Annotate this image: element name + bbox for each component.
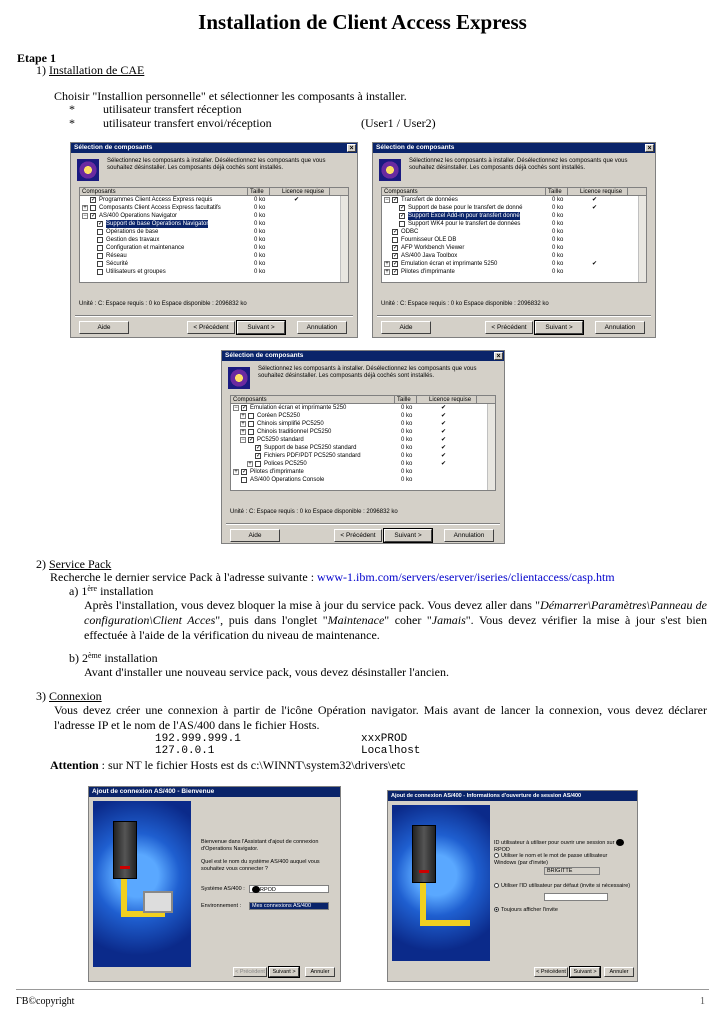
step2a-path: Démarrer\Paramètres\Panneau de configuration\Client Acces bbox=[84, 598, 707, 627]
previous-button[interactable]: < Précédent bbox=[187, 321, 235, 334]
system-name-input[interactable] bbox=[249, 885, 329, 893]
disk-space-info: Unité : C: Espace requis : 0 ko Espace disponible : 2096832 ko bbox=[79, 301, 247, 307]
redaction-mark bbox=[252, 886, 260, 893]
component-size: 0 ko bbox=[552, 269, 564, 275]
column-components: Composants bbox=[80, 188, 248, 196]
dialog-title-bar bbox=[71, 143, 357, 153]
component-checkbox[interactable]: ✓ bbox=[256, 453, 262, 459]
dialog-title-bar bbox=[222, 351, 504, 361]
wizard-illustration bbox=[392, 805, 490, 961]
component-row[interactable] bbox=[382, 252, 646, 260]
component-name: AS/400 Operations Navigator bbox=[99, 213, 178, 219]
step2a-text bbox=[84, 598, 707, 643]
bullet-mark: * bbox=[69, 116, 75, 130]
collapse-icon[interactable]: − bbox=[241, 437, 245, 443]
wizard-title: Ajout de connexion AS/400 - Bienvenue bbox=[92, 788, 215, 795]
step1-number: 1) bbox=[36, 63, 46, 77]
component-checkbox[interactable] bbox=[97, 245, 103, 251]
step2a-text-part: Après l'installation, vous devez bloquer la mise à jour du service pack. Vous devez aller dans " bbox=[84, 598, 541, 612]
component-checkbox[interactable]: ✓ bbox=[256, 445, 262, 451]
license-check-icon: ✔ bbox=[441, 453, 447, 459]
component-name: Support de base PC5250 standard bbox=[264, 445, 357, 451]
column-components: Composants bbox=[382, 188, 546, 196]
step2b-text: Avant d'installer une nouveau service pack, vous devez désinstaller l'ancien. bbox=[84, 665, 449, 679]
component-checkbox[interactable]: ✓ bbox=[400, 205, 406, 211]
signon-prompt-text: ID utilisateur à utiliser pour ouvrir une session sur bbox=[494, 839, 615, 846]
component-row[interactable] bbox=[231, 468, 495, 476]
dialog-divider bbox=[377, 315, 651, 317]
wizard-title-bar bbox=[89, 787, 340, 797]
component-checkbox[interactable]: ✓ bbox=[393, 245, 399, 251]
component-name: Coréen PC5250 bbox=[257, 413, 301, 419]
signon-prompt bbox=[494, 839, 634, 854]
wizard-title: Ajout de connexion AS/400 - Informations d'ouverture de session AS/400 bbox=[391, 793, 582, 799]
component-checkbox[interactable]: ✓ bbox=[393, 253, 399, 259]
step2-title: Service Pack bbox=[49, 557, 112, 571]
license-check-icon: ✔ bbox=[441, 461, 447, 467]
component-size: 0 ko bbox=[254, 237, 266, 243]
step2a-sup: ère bbox=[87, 584, 98, 593]
step2a-text-part: ". Vous devez vérifier la mise à jour s'est bien effectuée à l'aide de la vérification du niveau de maintenance. bbox=[84, 613, 707, 642]
component-checkbox[interactable] bbox=[97, 269, 103, 275]
component-size: 0 ko bbox=[254, 213, 266, 219]
column-size: Taille bbox=[395, 396, 417, 404]
component-name: Opérations de base bbox=[106, 229, 159, 235]
dialog-divider bbox=[226, 523, 500, 525]
step2a-text-part: " coher " bbox=[384, 613, 432, 627]
component-row[interactable] bbox=[382, 220, 646, 228]
bullet-mark: * bbox=[69, 102, 75, 116]
step2b-suffix: installation bbox=[101, 651, 158, 665]
license-check-icon: ✔ bbox=[592, 261, 598, 267]
component-name: Chinois simplifié PC5250 bbox=[257, 421, 324, 427]
license-check-icon: ✔ bbox=[441, 429, 447, 435]
server-icon bbox=[113, 821, 137, 879]
license-check-icon: ✔ bbox=[441, 437, 447, 443]
component-checkbox[interactable]: ✓ bbox=[249, 437, 255, 443]
component-checkbox[interactable] bbox=[255, 461, 261, 467]
expand-icon[interactable]: + bbox=[241, 413, 245, 419]
component-selection-dialog bbox=[70, 142, 358, 338]
component-row[interactable] bbox=[80, 236, 348, 244]
vertical-scrollbar[interactable] bbox=[340, 196, 348, 282]
component-row[interactable] bbox=[80, 228, 348, 236]
option-label: Utiliser le nom et le mot de passe utilisateur Windows (par d'invite) bbox=[494, 853, 608, 866]
component-size: 0 ko bbox=[552, 261, 564, 267]
disk-space-info: Unité : C: Espace requis : 0 ko Espace disponible : 2096832 ko bbox=[381, 301, 549, 307]
cancel-button[interactable]: Annuler bbox=[604, 967, 634, 977]
step2b-heading bbox=[69, 651, 158, 666]
setup-icon bbox=[379, 159, 401, 181]
component-row[interactable] bbox=[231, 476, 495, 484]
component-checkbox[interactable]: ✓ bbox=[242, 469, 248, 475]
dialog-divider bbox=[75, 315, 353, 317]
footer-divider bbox=[16, 989, 709, 990]
column-components: Composants bbox=[231, 396, 395, 404]
component-row[interactable] bbox=[382, 260, 646, 268]
step2-intro bbox=[50, 570, 615, 585]
vertical-scrollbar[interactable] bbox=[638, 196, 646, 282]
component-name: ODBC bbox=[401, 229, 419, 235]
component-size: 0 ko bbox=[552, 205, 564, 211]
radio-always-prompt[interactable] bbox=[494, 907, 499, 912]
component-row[interactable] bbox=[80, 260, 348, 268]
component-checkbox[interactable] bbox=[97, 237, 103, 243]
components-header bbox=[80, 188, 348, 196]
add-connection-welcome-wizard bbox=[88, 786, 341, 982]
environment-label: Environnement : bbox=[201, 903, 242, 909]
component-size: 0 ko bbox=[254, 253, 266, 259]
setup-icon bbox=[228, 367, 250, 389]
help-button[interactable]: Aide bbox=[381, 321, 431, 334]
host-name: Localhost bbox=[361, 745, 421, 757]
component-row[interactable] bbox=[80, 204, 348, 212]
component-row[interactable] bbox=[231, 460, 495, 468]
component-size: 0 ko bbox=[254, 205, 266, 211]
add-connection-signon-wizard bbox=[387, 790, 638, 982]
component-name: Support WK4 pour le transfert de données bbox=[408, 221, 521, 227]
component-row[interactable] bbox=[80, 196, 348, 204]
component-row[interactable] bbox=[382, 244, 646, 252]
cancel-button[interactable]: Annulation bbox=[595, 321, 645, 334]
component-checkbox[interactable] bbox=[248, 421, 254, 427]
component-row[interactable] bbox=[382, 196, 646, 204]
cable-graphic bbox=[121, 879, 127, 913]
component-checkbox[interactable] bbox=[97, 261, 103, 267]
cable-graphic bbox=[420, 883, 426, 923]
cancel-button[interactable]: Annulation bbox=[297, 321, 347, 334]
signon-system: RPOD bbox=[494, 846, 510, 853]
component-row[interactable] bbox=[80, 268, 348, 276]
component-size: 0 ko bbox=[552, 253, 564, 259]
component-row[interactable] bbox=[231, 412, 495, 420]
component-checkbox[interactable] bbox=[248, 413, 254, 419]
step1-title: Installation de CAE bbox=[49, 63, 145, 77]
step1-heading bbox=[36, 63, 144, 78]
component-checkbox[interactable]: ✓ bbox=[393, 261, 399, 267]
step2a-suffix: installation bbox=[97, 584, 154, 598]
component-checkbox[interactable]: ✓ bbox=[393, 229, 399, 235]
component-size: 0 ko bbox=[552, 245, 564, 251]
component-size: 0 ko bbox=[552, 213, 564, 219]
component-name: Programmes Client Access Express requis bbox=[99, 197, 213, 203]
expand-icon[interactable]: + bbox=[234, 469, 238, 475]
component-row[interactable] bbox=[231, 428, 495, 436]
component-checkbox[interactable] bbox=[399, 221, 405, 227]
component-name: AS/400 Java Toolbox bbox=[401, 253, 458, 259]
disk-space-info: Unité : C: Espace requis : 0 ko Espace disponible : 2096832 ko bbox=[230, 509, 398, 515]
component-row[interactable] bbox=[382, 204, 646, 212]
dialog-description: Sélectionnez les composants à installer. Désélectionnez les composants que vous souhaitez désinstaller. Les composants déjà cochés sont installés. bbox=[258, 366, 477, 379]
component-name: Emulation écran et imprimante 5250 bbox=[250, 405, 347, 411]
radio-default-user[interactable] bbox=[494, 883, 499, 888]
windows-user-field: BRIGITTE bbox=[544, 867, 600, 875]
component-checkbox[interactable]: ✓ bbox=[98, 221, 104, 227]
expand-icon[interactable]: + bbox=[241, 429, 245, 435]
option-default-user[interactable] bbox=[494, 883, 634, 890]
previous-button[interactable]: < Précédent bbox=[534, 967, 568, 977]
component-checkbox[interactable]: ✓ bbox=[91, 197, 97, 203]
environment-value: Mes connexions AS/400 bbox=[252, 903, 312, 909]
attention-note bbox=[50, 758, 405, 773]
default-user-input[interactable] bbox=[544, 893, 608, 901]
page-number: 1 bbox=[700, 996, 705, 1007]
system-name-value: RPOD bbox=[260, 886, 276, 893]
wizard-illustration bbox=[93, 801, 191, 967]
component-size: 0 ko bbox=[552, 197, 564, 203]
next-button[interactable]: Suivant > bbox=[237, 321, 285, 334]
component-size: 0 ko bbox=[552, 229, 564, 235]
component-row[interactable] bbox=[80, 244, 348, 252]
step2a-never: Jamais bbox=[431, 613, 466, 627]
dialog-description: Sélectionnez les composants à installer. Désélectionnez les composants que vous souhaitez désinstaller. Les composants déjà cochés sont installés. bbox=[409, 158, 628, 171]
component-size: 0 ko bbox=[401, 405, 413, 411]
component-row[interactable] bbox=[231, 444, 495, 452]
next-button[interactable]: Suivant > bbox=[269, 967, 299, 977]
component-checkbox[interactable]: ✓ bbox=[400, 213, 406, 219]
step3-text: Vous devez créer une connexion à partir de l'icône Opération navigator. Mais avant de lancer la connexion, vous devez déclarer l'adresse IP et le nom de l'AS/400 dans le fichier Hosts. bbox=[54, 703, 707, 732]
component-name: Utilisateurs et groupes bbox=[106, 269, 166, 275]
component-selection-dialog bbox=[221, 350, 505, 544]
close-icon[interactable]: × bbox=[645, 144, 654, 152]
component-row[interactable] bbox=[231, 436, 495, 444]
host-ip: 192.999.999.1 bbox=[155, 733, 241, 745]
component-name: Chinois traditionnel PC5250 bbox=[257, 429, 332, 435]
component-size: 0 ko bbox=[254, 221, 266, 227]
step2a-text-part: ", puis dans l'onglet " bbox=[215, 613, 328, 627]
redaction-mark bbox=[616, 839, 624, 846]
license-check-icon: ✔ bbox=[294, 197, 300, 203]
next-button[interactable]: Suivant > bbox=[384, 529, 432, 542]
component-row[interactable] bbox=[231, 420, 495, 428]
dialog-title: Sélection de composants bbox=[225, 352, 304, 359]
dialog-title: Sélection de composants bbox=[74, 144, 153, 151]
component-checkbox[interactable]: ✓ bbox=[91, 213, 97, 219]
component-checkbox[interactable] bbox=[97, 229, 103, 235]
users-note: (User1 / User2) bbox=[361, 116, 436, 130]
column-license: Licence requise bbox=[578, 188, 628, 196]
component-size: 0 ko bbox=[254, 261, 266, 267]
option-label: Utiliser l'ID utilisateur par défaut (invite si nécessaire) bbox=[501, 883, 631, 889]
component-size: 0 ko bbox=[254, 197, 266, 203]
component-name: Réseau bbox=[106, 253, 127, 259]
component-name: Fournisseur OLE DB bbox=[401, 237, 457, 243]
component-row[interactable] bbox=[382, 268, 646, 276]
dialog-title: Sélection de composants bbox=[376, 144, 455, 151]
step3-number: 3) bbox=[36, 689, 46, 703]
attention-text: : sur NT le fichier Hosts est ds c:\WINNT\system32\drivers\etc bbox=[98, 758, 406, 772]
expand-icon[interactable]: + bbox=[83, 205, 87, 211]
collapse-icon[interactable]: − bbox=[385, 197, 389, 203]
column-license: Licence requise bbox=[427, 396, 477, 404]
component-checkbox[interactable]: ✓ bbox=[242, 405, 248, 411]
step3-heading bbox=[36, 689, 102, 704]
component-size: 0 ko bbox=[401, 477, 413, 483]
step2-intro-text: Recherche le dernier service Pack à l'adresse suivante : bbox=[50, 570, 318, 584]
computer-icon bbox=[143, 891, 173, 913]
host-ip: 127.0.0.1 bbox=[155, 745, 215, 757]
system-label: Système AS/400 : bbox=[201, 886, 245, 892]
component-size: 0 ko bbox=[552, 221, 564, 227]
step2-number: 2) bbox=[36, 557, 46, 571]
step3-title: Connexion bbox=[49, 689, 102, 703]
component-checkbox[interactable] bbox=[97, 253, 103, 259]
license-check-icon: ✔ bbox=[441, 445, 447, 451]
component-name: Emulation écran et imprimante 5250 bbox=[401, 261, 498, 267]
components-header bbox=[382, 188, 646, 196]
expand-icon[interactable]: + bbox=[248, 461, 252, 467]
component-name: Support Excel Add-in pour transfert donné bbox=[408, 213, 520, 219]
component-name: Gestion des travaux bbox=[106, 237, 160, 243]
license-check-icon: ✔ bbox=[592, 205, 598, 211]
component-size: 0 ko bbox=[254, 245, 266, 251]
expand-icon[interactable]: + bbox=[241, 421, 245, 427]
column-license: Licence requise bbox=[280, 188, 330, 196]
wizard-title-bar bbox=[388, 791, 637, 801]
component-size: 0 ko bbox=[401, 421, 413, 427]
component-row[interactable] bbox=[382, 236, 646, 244]
component-size: 0 ko bbox=[401, 461, 413, 467]
bullet-text: utilisateur transfert envoi/réception bbox=[103, 116, 272, 130]
collapse-icon[interactable]: − bbox=[234, 405, 238, 411]
cancel-button[interactable]: Annuler bbox=[305, 967, 335, 977]
server-icon bbox=[412, 825, 436, 883]
component-name: AS/400 Operations Console bbox=[250, 477, 325, 483]
service-pack-link[interactable]: www-1.ibm.com/servers/eserver/iseries/clientaccess/casp.htm bbox=[317, 570, 615, 584]
dialog-title-bar bbox=[373, 143, 655, 153]
component-name: AFP Workbench Viewer bbox=[401, 245, 465, 251]
component-row[interactable] bbox=[80, 212, 348, 220]
component-name: Composants Client Access Express facultatifs bbox=[99, 205, 221, 211]
option-always-prompt[interactable] bbox=[494, 907, 634, 914]
next-button[interactable]: Suivant > bbox=[570, 967, 600, 977]
component-checkbox[interactable] bbox=[248, 429, 254, 435]
component-size: 0 ko bbox=[401, 445, 413, 451]
close-icon[interactable]: × bbox=[494, 352, 503, 360]
expand-icon[interactable]: + bbox=[385, 269, 389, 275]
step2a-heading bbox=[69, 584, 153, 599]
component-selection-dialog bbox=[372, 142, 656, 338]
step2a-label: a) 1 bbox=[69, 584, 88, 598]
component-row[interactable] bbox=[231, 404, 495, 412]
component-row[interactable] bbox=[80, 220, 348, 228]
previous-button[interactable]: < Précédent bbox=[334, 529, 382, 542]
component-name: Support de base pour le transfert de donné bbox=[408, 205, 523, 211]
component-size: 0 ko bbox=[254, 269, 266, 275]
setup-icon bbox=[77, 159, 99, 181]
step2b-sup: ème bbox=[88, 651, 102, 660]
component-name: Polices PC5250 bbox=[264, 461, 307, 467]
component-row[interactable] bbox=[231, 452, 495, 460]
component-size: 0 ko bbox=[401, 429, 413, 435]
license-check-icon: ✔ bbox=[441, 413, 447, 419]
component-size: 0 ko bbox=[401, 437, 413, 443]
component-row[interactable] bbox=[80, 252, 348, 260]
previous-button[interactable]: < Précédent bbox=[485, 321, 533, 334]
component-name: PC5250 standard bbox=[257, 437, 304, 443]
close-icon[interactable]: × bbox=[347, 144, 356, 152]
components-list[interactable] bbox=[381, 187, 647, 283]
component-checkbox[interactable]: ✓ bbox=[393, 269, 399, 275]
component-name: Configuration et maintenance bbox=[106, 245, 185, 251]
page-title: Installation de Client Access Express bbox=[198, 10, 527, 34]
step2b-label: b) 2 bbox=[69, 651, 88, 665]
column-size: Taille bbox=[546, 188, 568, 196]
vertical-scrollbar[interactable] bbox=[487, 404, 495, 490]
dialog-description: Sélectionnez les composants à installer. Désélectionnez les composants que vous souhaitez désinstaller. Les composants déjà cochés sont installés. bbox=[107, 158, 326, 171]
wizard-question: Quel est le nom du système AS/400 auquel vous souhaitez vous connecter ? bbox=[201, 859, 320, 872]
component-name: Fichiers PDF/PDT PC5250 standard bbox=[264, 453, 361, 459]
wizard-welcome-text: Bienvenue dans l'Assistant d'ajout de connexion d'Operations Navigator. bbox=[201, 839, 319, 852]
license-check-icon: ✔ bbox=[592, 197, 598, 203]
components-list[interactable] bbox=[230, 395, 496, 491]
component-name: Pilotes d'imprimante bbox=[250, 469, 304, 475]
component-row[interactable] bbox=[382, 228, 646, 236]
component-size: 0 ko bbox=[552, 237, 564, 243]
component-checkbox[interactable] bbox=[241, 477, 247, 483]
help-button[interactable]: Aide bbox=[230, 529, 280, 542]
next-button[interactable]: Suivant > bbox=[535, 321, 583, 334]
host-name: xxxPROD bbox=[361, 733, 408, 745]
help-button[interactable]: Aide bbox=[79, 321, 129, 334]
component-size: 0 ko bbox=[401, 453, 413, 459]
components-header bbox=[231, 396, 495, 404]
collapse-icon[interactable]: − bbox=[83, 213, 87, 219]
component-size: 0 ko bbox=[401, 413, 413, 419]
step2a-tab: Maintenace bbox=[327, 613, 385, 627]
component-name: Sécurité bbox=[106, 261, 129, 267]
radio-windows-user[interactable] bbox=[494, 853, 499, 858]
component-name: Pilotes d'imprimante bbox=[401, 269, 455, 275]
component-checkbox[interactable] bbox=[392, 237, 398, 243]
environment-select[interactable] bbox=[249, 902, 329, 910]
column-size: Taille bbox=[248, 188, 270, 196]
expand-icon[interactable]: + bbox=[385, 261, 389, 267]
cable-graphic bbox=[420, 920, 470, 926]
component-row[interactable] bbox=[382, 212, 646, 220]
component-size: 0 ko bbox=[401, 469, 413, 475]
component-name: Support de base Operations Navigator bbox=[106, 221, 209, 227]
component-size: 0 ko bbox=[254, 229, 266, 235]
step1-label: Etape 1 bbox=[17, 51, 56, 65]
previous-button[interactable]: < Précédent bbox=[233, 967, 267, 977]
components-list[interactable] bbox=[79, 187, 349, 283]
component-checkbox[interactable]: ✓ bbox=[393, 197, 399, 203]
option-windows-user[interactable] bbox=[494, 853, 624, 867]
attention-label: Attention bbox=[50, 758, 99, 772]
component-name: Transfert de données bbox=[401, 197, 458, 203]
option-label: Toujours afficher l'invite bbox=[501, 907, 558, 913]
license-check-icon: ✔ bbox=[441, 421, 447, 427]
footer-copyright: ΓΒ©copyright bbox=[16, 996, 75, 1007]
bullet-text: utilisateur transfert réception bbox=[103, 102, 242, 116]
cancel-button[interactable]: Annulation bbox=[444, 529, 494, 542]
license-check-icon: ✔ bbox=[441, 405, 447, 411]
step1-intro: Choisir "Installion personnelle" et sélectionner les composants à installer. bbox=[54, 89, 407, 103]
component-checkbox[interactable] bbox=[90, 205, 96, 211]
